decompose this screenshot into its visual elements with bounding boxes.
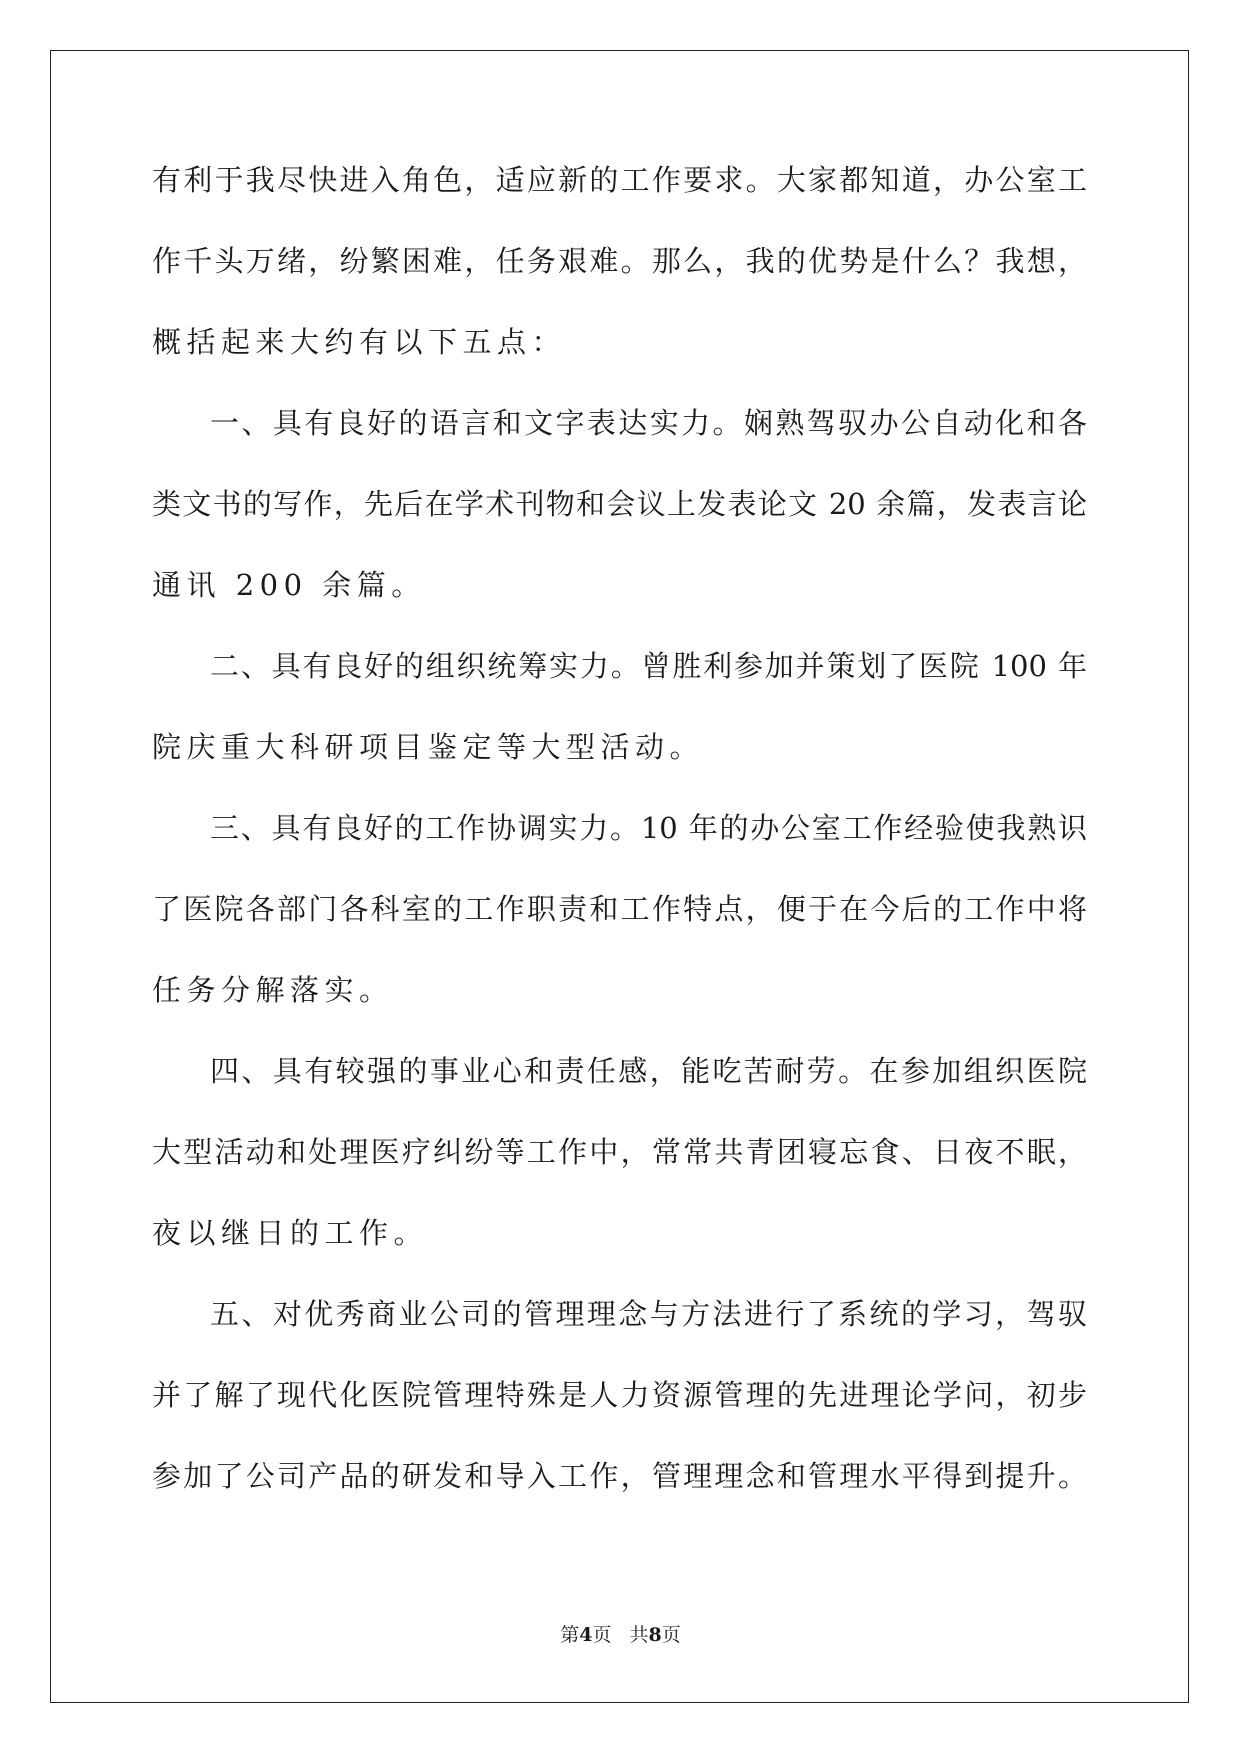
text-line: 院庆重大科研项目鉴定等大型活动。: [152, 730, 705, 764]
total-pages: [630, 1624, 681, 1646]
text-line: 通讯 200 余篇。: [152, 568, 426, 602]
text-line: 二、具有良好的组织统筹实力。曾胜利参加并策划了医院 100 年: [210, 649, 1087, 683]
paragraph: [152, 1053, 1087, 1296]
paragraph: [152, 1296, 1087, 1539]
text-line: 四、具有较强的事业心和责任感，能吃苦耐劳。在参加组织医院: [210, 1054, 1087, 1088]
text-line: 了医院各部门各科室的工作职责和工作特点，便于在今后的工作中将: [152, 892, 1087, 926]
text-line: 类文书的写作，先后在学术刊物和会议上发表论文 20 余篇，发表言论: [152, 487, 1087, 521]
text-line: 大型活动和处理医疗纠纷等工作中，常常共青团寝忘食、日夜不眠，: [152, 1135, 1087, 1169]
text-line: 作千头万绪，纷繁困难，任务艰难。那么，我的优势是什么？我想，: [152, 244, 1087, 278]
text-line: 参加了公司产品的研发和导入工作，管理理念和管理水平得到提升。: [152, 1459, 1087, 1493]
paragraph: [152, 648, 1087, 810]
paragraph: [152, 405, 1087, 648]
total-unit: 页: [661, 1624, 681, 1646]
text-line: 有利于我尽快进入角色，适应新的工作要求。大家都知道，办公室工: [152, 163, 1087, 197]
paragraph: [152, 810, 1087, 1053]
total-prefix: 共: [629, 1624, 649, 1646]
text-line: 并了解了现代化医院管理特殊是人力资源管理的先进理论学问，初步: [152, 1378, 1087, 1412]
page-footer: [0, 1620, 1241, 1647]
current-page: 4: [579, 1624, 593, 1646]
paragraph: [152, 162, 1087, 405]
document-body: [152, 162, 1087, 1539]
page-total: 8: [648, 1624, 662, 1646]
page-number: [560, 1624, 611, 1646]
text-line: 一、具有良好的语言和文字表达实力。娴熟驾驭办公自动化和各: [210, 406, 1087, 440]
page-unit: 页: [592, 1624, 612, 1646]
page-prefix: 第: [560, 1624, 580, 1646]
text-line: 任务分解落实。: [152, 973, 394, 1007]
text-line: 夜以继日的工作。: [152, 1216, 429, 1250]
text-line: 概括起来大约有以下五点：: [152, 325, 567, 359]
text-line: 五、对优秀商业公司的管理理念与方法进行了系统的学习，驾驭: [210, 1297, 1087, 1331]
text-line: 三、具有良好的工作协调实力。10 年的办公室工作经验使我熟识: [210, 811, 1087, 845]
